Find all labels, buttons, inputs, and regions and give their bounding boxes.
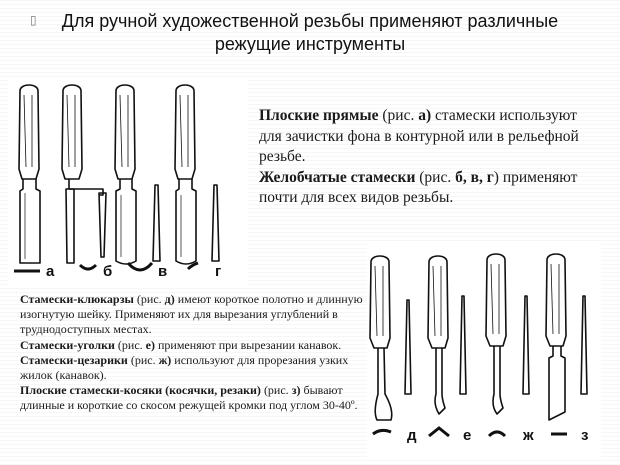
chisel-figure-bottom bbox=[367, 244, 601, 460]
chisel-drawing-top bbox=[8, 77, 248, 285]
label-a: а bbox=[46, 263, 55, 280]
chisel-d-drawing bbox=[370, 256, 411, 420]
chisel-zh-drawing bbox=[486, 254, 529, 414]
chisel-v-drawing bbox=[115, 85, 160, 264]
paragraph-klyukarzy: Стамески-клюкарзы (рис. д) имеют короткое полотно и длинную изогнутую шейку. Применяют их для вырезания углублений в труднодоступных местах. bbox=[20, 292, 363, 337]
label-v: в bbox=[158, 263, 168, 280]
chisel-b-drawing bbox=[62, 85, 106, 263]
chisel-e-drawing bbox=[428, 256, 466, 414]
special-chisels-description bbox=[20, 292, 365, 414]
label-g: г bbox=[215, 263, 222, 280]
chisel-figure-top bbox=[8, 77, 248, 285]
label-e: е bbox=[463, 427, 472, 444]
bullet-icon: ▯ bbox=[30, 13, 37, 27]
label-z: з bbox=[581, 427, 589, 444]
slide-title bbox=[0, 10, 620, 56]
title-line-2: режущие инструменты bbox=[214, 34, 406, 54]
label-zh: ж bbox=[523, 427, 534, 444]
paragraph-gouge-chisels: Желобчатые стамески (рис. б, в, г) применяют почти для всех видов резьбы. bbox=[259, 168, 578, 206]
chisel-g-drawing bbox=[175, 85, 219, 264]
chisel-a-drawing bbox=[19, 85, 40, 263]
paragraph-flat-chisels: Плоские прямые (рис. а) стамески используют для зачистки фона в контурной или в рельефной резьбе. bbox=[259, 107, 579, 165]
paragraph-tsezariki: Стамески-цезарики (рис. ж) используют для прорезания узких жилок (канавок). bbox=[20, 352, 349, 383]
chisel-drawing-bottom bbox=[367, 244, 601, 460]
title-line-1: Для ручной художественной резьбы применяют различные bbox=[61, 11, 559, 31]
paragraph-kosyaki: Плоские стамески-косяки (косячки, резаки) (рис. з) бывают длинные и короткие со скосом режущей кромки под углом 30-40º. bbox=[20, 383, 358, 413]
flat-and-gouge-description bbox=[259, 106, 589, 209]
chisel-z-drawing bbox=[546, 254, 587, 420]
paragraph-ugolki: Стамески-уголки (рис. е) применяют при вырезании канавок. bbox=[20, 337, 342, 352]
label-d: д bbox=[407, 427, 417, 444]
label-b: б bbox=[103, 263, 113, 280]
